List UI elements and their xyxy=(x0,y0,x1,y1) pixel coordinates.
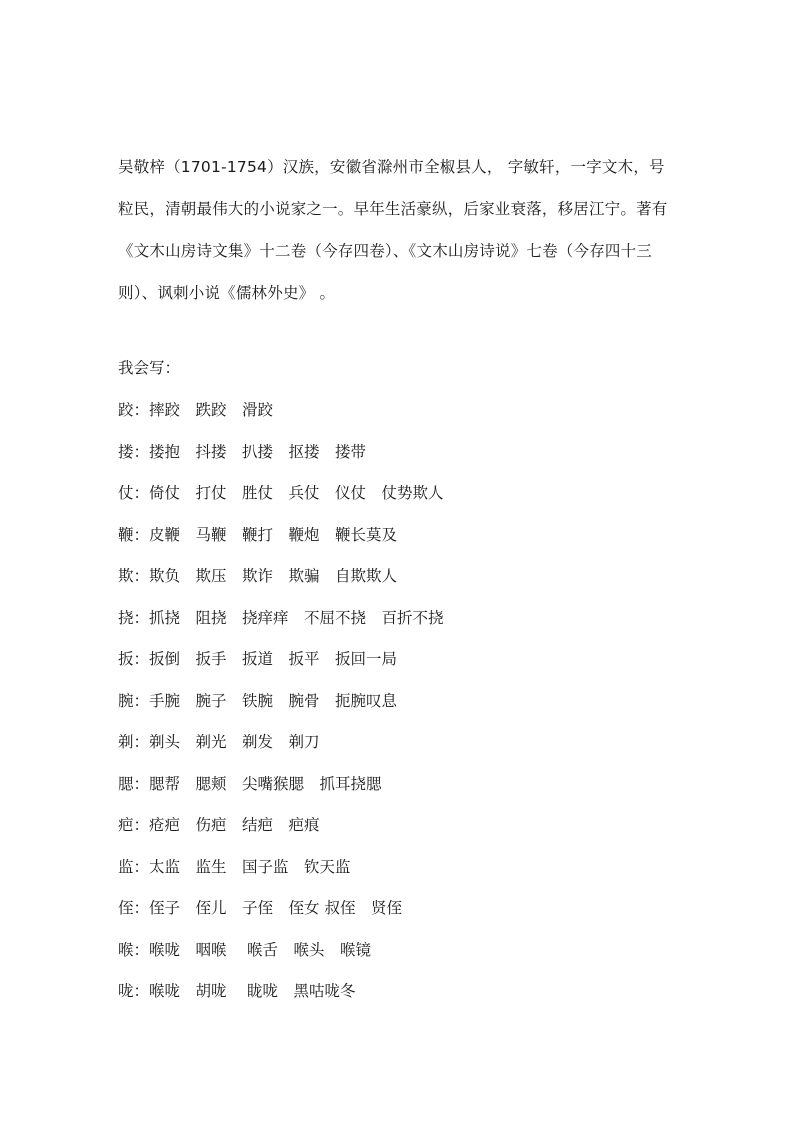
vocab-words: 搂抱 抖搂 扒搂 抠搂 搂带 xyxy=(149,442,367,461)
vocab-separator: ： xyxy=(133,567,150,585)
vocab-separator: ： xyxy=(133,733,150,751)
vocab-separator: ： xyxy=(133,774,150,793)
intro-line: 则）、讽刺小说《儒林外史》 。 xyxy=(118,284,336,302)
vocab-separator: ： xyxy=(133,816,150,834)
vocab-separator: ： xyxy=(133,650,150,668)
intro-line: 吴敬梓（1701-1754）汉族，安徽省滁州市全椒县人， 字敏轩，一字文木，号 xyxy=(118,158,665,176)
vocab-char: 鞭 xyxy=(118,525,134,544)
vocab-words: 剃头 剃光 剃发 剃刀 xyxy=(149,733,320,751)
vocab-words: 扳倒 扳手 扳道 扳平 扳回一局 xyxy=(149,650,398,668)
vocab-item xyxy=(118,645,444,687)
vocab-separator: ： xyxy=(133,484,150,502)
vocab-words: 皮鞭 马鞭 鞭打 鞭炮 鞭长莫及 xyxy=(149,525,398,544)
vocab-words: 喉咙 咽喉 喉舌 喉头 喉镜 xyxy=(149,940,371,959)
vocab-words: 疮疤 伤疤 结疤 疤痕 xyxy=(149,816,320,834)
vocab-item xyxy=(118,728,444,770)
vocab-item xyxy=(118,687,444,729)
vocab-char: 仗 xyxy=(118,484,134,502)
vocab-char: 剃 xyxy=(118,733,134,751)
vocab-item xyxy=(118,811,444,853)
vocab-item xyxy=(118,853,444,895)
author-intro-paragraph xyxy=(118,146,688,314)
vocab-char: 欺 xyxy=(118,567,134,585)
vocab-separator: ： xyxy=(133,857,150,876)
vocab-item xyxy=(118,521,444,563)
vocab-item xyxy=(118,770,444,812)
vocab-separator: ： xyxy=(133,940,150,959)
vocab-char: 监 xyxy=(118,857,134,876)
vocab-separator: ： xyxy=(133,899,150,917)
vocab-char: 扳 xyxy=(118,650,134,668)
vocab-char: 喉 xyxy=(118,940,134,959)
vocab-item xyxy=(118,479,444,521)
vocab-words: 抓挠 阻挠 挠痒痒 不屈不挠 百折不挠 xyxy=(149,608,444,627)
vocab-item xyxy=(118,396,444,438)
vocab-char: 腮 xyxy=(118,774,134,793)
intro-line: 粒民，清朝最伟大的小说家之一。早年生活豪纵，后家业衰落，移居江宁。著有 xyxy=(118,200,668,218)
vocab-item xyxy=(118,438,444,480)
vocab-words: 侄子 侄儿 子侄 侄女 叔侄 贤侄 xyxy=(149,899,402,917)
vocab-separator: ： xyxy=(133,691,150,710)
vocab-words: 手腕 腕子 铁腕 腕骨 扼腕叹息 xyxy=(149,691,398,710)
vocab-words: 欺负 欺压 欺诈 欺骗 自欺欺人 xyxy=(149,567,398,585)
vocab-char: 疤 xyxy=(118,816,134,834)
vocab-item xyxy=(118,604,444,646)
vocab-item xyxy=(118,977,444,1019)
vocab-words: 倚仗 打仗 胜仗 兵仗 仪仗 仗势欺人 xyxy=(149,484,444,502)
vocab-list xyxy=(118,396,444,1019)
vocab-char: 搂 xyxy=(118,442,134,461)
practice-heading: 我会写： xyxy=(118,359,181,377)
vocab-words: 腮帮 腮颊 尖嘴猴腮 抓耳挠腮 xyxy=(149,774,382,793)
intro-line: 《文木山房诗文集》十二卷（今存四卷）、《文木山房诗说》七卷（今存四十三 xyxy=(118,242,653,260)
vocab-separator: ： xyxy=(133,401,150,419)
vocab-separator: ： xyxy=(133,442,150,461)
vocab-char: 咙 xyxy=(118,982,134,1000)
vocab-separator: ： xyxy=(133,525,150,544)
vocab-separator: ： xyxy=(133,608,150,627)
vocab-item xyxy=(118,894,444,936)
vocab-item xyxy=(118,562,444,604)
vocab-char: 挠 xyxy=(118,608,134,627)
vocab-item xyxy=(118,936,444,978)
vocab-char: 腕 xyxy=(118,691,134,710)
vocab-words: 喉咙 胡咙 眬咙 黑咕咙冬 xyxy=(149,982,356,1000)
vocab-separator: ： xyxy=(133,982,150,1000)
vocab-words: 太监 监生 国子监 钦天监 xyxy=(149,857,351,876)
vocab-char: 侄 xyxy=(118,899,134,917)
vocab-words: 摔跤 跌跤 滑跤 xyxy=(149,401,274,419)
vocab-char: 跤 xyxy=(118,401,134,419)
